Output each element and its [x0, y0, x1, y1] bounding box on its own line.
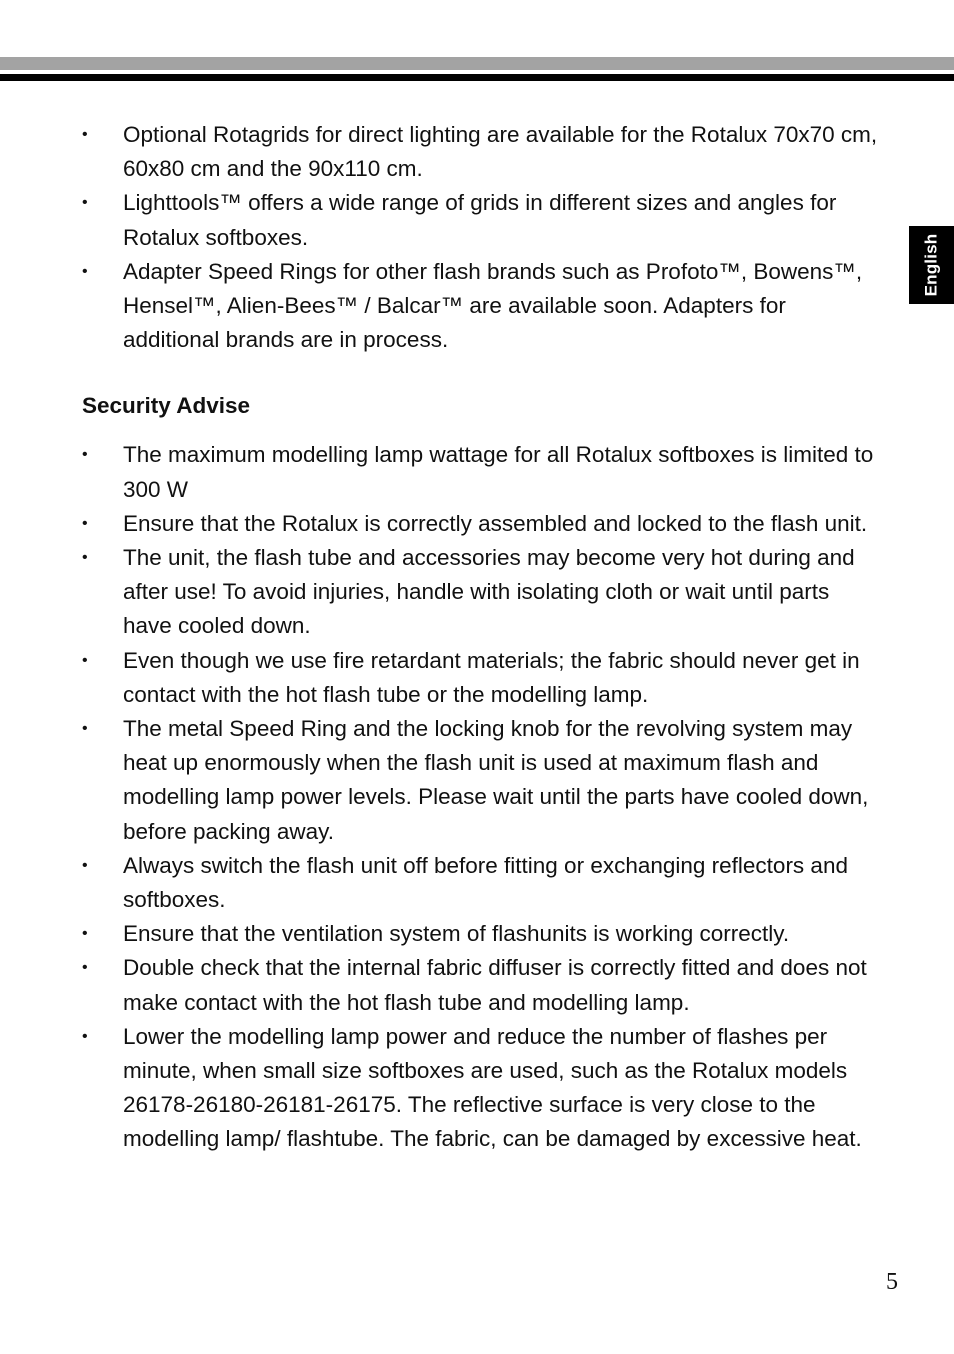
- list-item: • Lower the modelling lamp power and reduce the number of flashes per minute, when small size softboxes are used, such as the Rotalux models 26178-26180-26181-26175. The reflective surface is very close to the modelling lamp/ flashtube. The fabric, can be damaged by excessive heat.: [82, 1020, 882, 1157]
- list-item: • The unit, the flash tube and accessories may become very hot during and after use! To avoid injuries, handle with isolating cloth or wait until parts have cooled down.: [82, 541, 882, 644]
- list-item: • The maximum modelling lamp wattage for all Rotalux softboxes is limited to 300 W: [82, 438, 882, 506]
- intro-list: [82, 118, 882, 357]
- list-item: • Ensure that the Rotalux is correctly assembled and locked to the flash unit.: [82, 507, 882, 541]
- list-item: • The metal Speed Ring and the locking knob for the revolving system may heat up enormously when the flash unit is used at maximum flash and modelling lamp power levels. Please wait until the parts have cooled down, before packing away.: [82, 712, 882, 849]
- list-item: • Adapter Speed Rings for other flash brands such as Profoto™, Bowens™, Hensel™, Alien-Bees™ / Balcar™ are available soon. Adapters for additional brands are in process.: [82, 255, 882, 358]
- list-item: • Always switch the flash unit off before fitting or exchanging reflectors and softboxes.: [82, 849, 882, 917]
- list-item: • Double check that the internal fabric diffuser is correctly fitted and does not make contact with the hot flash tube and modelling lamp.: [82, 951, 882, 1019]
- list-item: • Lighttools™ offers a wide range of grids in different sizes and angles for Rotalux softboxes.: [82, 186, 882, 254]
- language-tab-label: English: [921, 233, 941, 297]
- header-rule-black: [0, 74, 954, 81]
- list-item: • Ensure that the ventilation system of flashunits is working correctly.: [82, 917, 882, 951]
- list-item: • Optional Rotagrids for direct lighting are available for the Rotalux 70x70 cm, 60x80 cm and the 90x110 cm.: [82, 118, 882, 186]
- section-heading: Security Advise: [82, 393, 250, 419]
- page-number: 5: [886, 1269, 898, 1295]
- list-item: • Even though we use fire retardant materials; the fabric should never get in contact with the hot flash tube or the modelling lamp.: [82, 644, 882, 712]
- security-list: [82, 438, 882, 1156]
- header-rule-gray: [0, 57, 954, 70]
- language-tab: [909, 226, 954, 304]
- page-content: [82, 118, 882, 1157]
